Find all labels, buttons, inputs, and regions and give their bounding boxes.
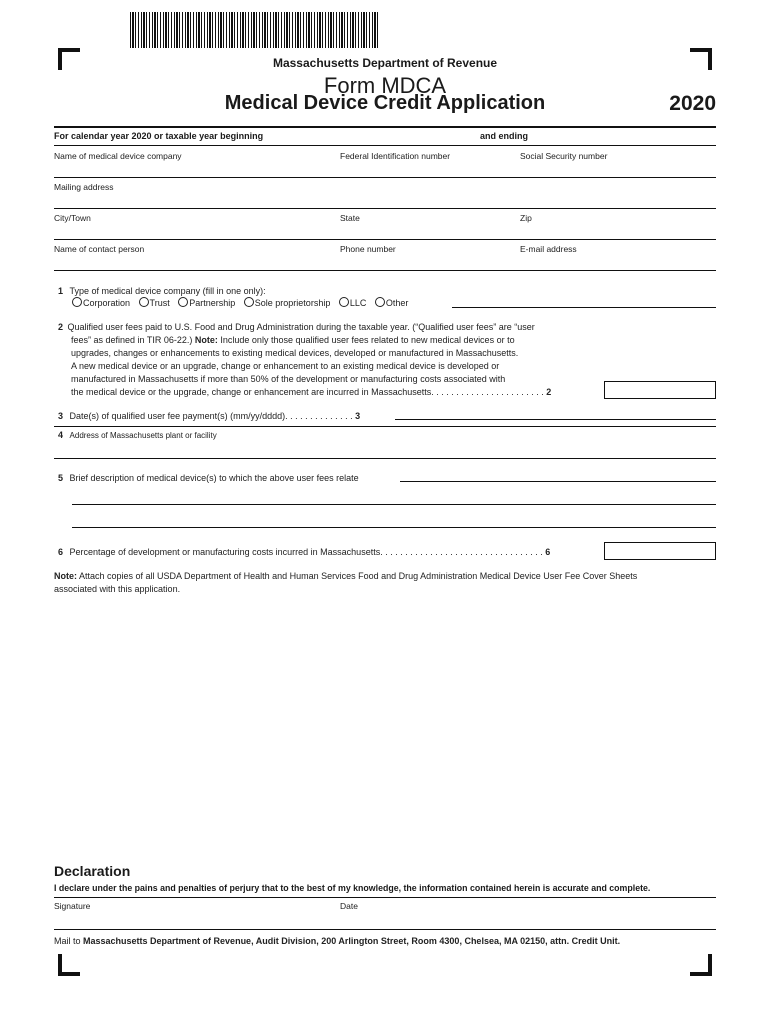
form-number: Form MDCA (323, 73, 447, 98)
note-label: Note: (54, 571, 77, 581)
line-4 (58, 429, 217, 442)
declaration-statement: I declare under the pains and penalties of perjury that to the best of my knowledge, the information contained herein is accurate and complete. (54, 883, 651, 893)
period-rule (54, 145, 716, 146)
state-field[interactable]: State (340, 213, 360, 223)
line-rule (54, 426, 716, 427)
field-rule (54, 208, 716, 209)
crop-mark-bottom-right (690, 954, 712, 976)
line-ref: 3 (355, 411, 361, 421)
field-rule (54, 270, 716, 271)
radio-trust[interactable]: Trust (139, 298, 170, 308)
field-rule (54, 239, 716, 240)
line-number: 4 (58, 430, 64, 440)
line-2 (58, 321, 618, 399)
radio-corporation[interactable]: Corporation (72, 298, 130, 308)
note-text: associated with this application. (54, 584, 181, 594)
mail-address: Massachusetts Department of Revenue, Audit Division, 200 Arlington Street, Room 4300, Chelsea, MA 02150, attn. Credit Unit. (83, 936, 621, 946)
radio-other[interactable]: Other (375, 298, 409, 308)
line-number: 5 (58, 473, 64, 483)
radio-sole-proprietorship[interactable]: Sole proprietorship (244, 298, 331, 308)
email-field[interactable]: E-mail address (520, 244, 577, 254)
line-2-text: manufactured in Massachusetts if more than 50% of the development or manufacturing costs associated with (71, 374, 506, 384)
line-number: 1 (58, 286, 64, 296)
line-2-text: the medical device or the upgrade, change or enhancement are incurred in Massachusetts. . . . . . . . . . . . . . . . . . . . . . . (71, 387, 544, 397)
radio-llc[interactable]: LLC (339, 298, 367, 308)
line-5-text: Brief description of medical device(s) to which the above user fees relate (69, 473, 359, 483)
city-field[interactable]: City/Town (54, 213, 91, 223)
line-3 (58, 410, 360, 423)
line-3-text: Date(s) of qualified user fee payment(s) (mm/yy/dddd). . . . . . . . . . . . . . (69, 411, 353, 421)
declaration-heading: Declaration (54, 863, 131, 879)
line-6 (58, 546, 550, 559)
radio-circle-icon (339, 297, 349, 307)
radio-circle-icon (244, 297, 254, 307)
radio-circle-icon (139, 297, 149, 307)
line-5 (58, 472, 359, 485)
barcode (130, 12, 380, 48)
line-6-text: Percentage of development or manufacturing costs incurred in Massachusetts. . . . . . . . . . . . . . . . . . . . . . . . . . . . . . . . . (69, 547, 543, 557)
mail-prefix: Mail to (54, 936, 84, 946)
line-ref: 2 (546, 387, 552, 397)
contact-person-field[interactable]: Name of contact person (54, 244, 145, 254)
line-number: 6 (58, 547, 64, 557)
period-beginning-label: For calendar year 2020 or taxable year beginning (54, 131, 264, 141)
line-2-text: Include only those qualified user fees related to new medical devices or to (217, 335, 515, 345)
line-2-text: fees” as defined in TIR 06-22.) (71, 335, 195, 345)
phone-field[interactable]: Phone number (340, 244, 396, 254)
zip-field[interactable]: Zip (520, 213, 532, 223)
line-5-input[interactable] (400, 481, 716, 482)
fein-field[interactable]: Federal Identification number (340, 151, 451, 161)
declaration-rule (54, 897, 716, 898)
signature-rule (54, 929, 716, 930)
company-type-options (72, 297, 408, 310)
line-number: 2 (58, 322, 64, 332)
header-rule (54, 126, 716, 128)
date-field[interactable]: Date (340, 901, 358, 911)
line-4-input[interactable] (54, 458, 716, 459)
line-number: 3 (58, 411, 64, 421)
line-5-input[interactable] (72, 504, 716, 505)
attachment-note (54, 570, 724, 596)
note-label: Note: (194, 335, 218, 345)
radio-circle-icon (375, 297, 385, 307)
other-type-input[interactable] (452, 307, 716, 308)
radio-circle-icon (72, 297, 82, 307)
line-1-text: Type of medical device company (fill in one only): (69, 286, 266, 296)
crop-mark-bottom-left (58, 954, 80, 976)
period-ending-label: and ending (480, 131, 528, 141)
signature-field[interactable]: Signature (54, 901, 91, 911)
note-text: Attach copies of all USDA Department of Health and Human Services Food and Drug Administration Medical Device User Fee Cover Sheets (77, 571, 638, 581)
line-2-amount-box[interactable] (604, 381, 716, 399)
line-4-text: Address of Massachusetts plant or facility (69, 431, 217, 440)
department-name: Massachusetts Department of Revenue (272, 56, 498, 70)
form-title: Medical Device Credit Application (224, 92, 546, 114)
line-2-text: Qualified user fees paid to U.S. Food and Drug Administration during the taxable year. (“Qualified user fees” are “user (67, 322, 535, 332)
line-5-input[interactable] (72, 527, 716, 528)
field-rule (54, 177, 716, 178)
line-3-input[interactable] (395, 419, 716, 420)
company-name-field[interactable]: Name of medical device company (54, 151, 182, 161)
ssn-field[interactable]: Social Security number (520, 151, 608, 161)
mailing-address-field[interactable]: Mailing address (54, 182, 114, 192)
line-ref: 6 (545, 547, 551, 557)
line-2-text: A new medical device or an upgrade, change or enhancement to an existing medical device is developed or (71, 361, 500, 371)
radio-circle-icon (178, 297, 188, 307)
form-year: 2020 (669, 92, 716, 115)
line-2-text: upgrades, changes or enhancements to existing medical devices, developed or manufactured in Massachusetts. (71, 348, 519, 358)
radio-partnership[interactable]: Partnership (178, 298, 235, 308)
mail-to-line (54, 935, 620, 948)
line-6-percentage-box[interactable] (604, 542, 716, 560)
